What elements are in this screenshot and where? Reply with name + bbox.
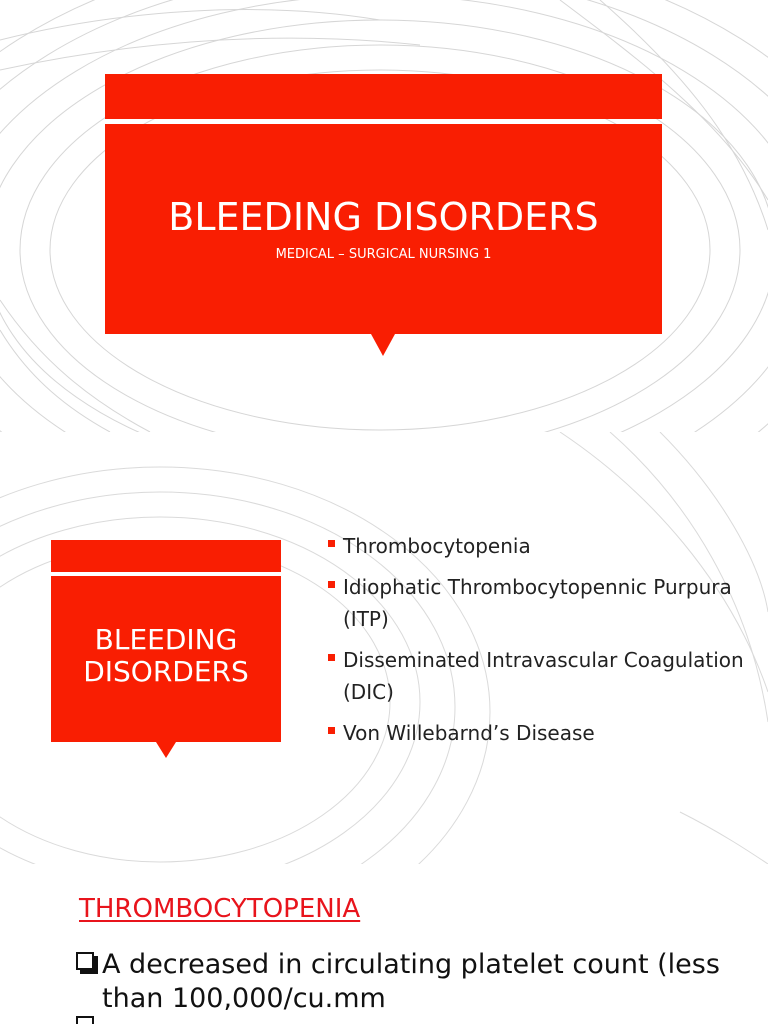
slide-title — [0, 0, 768, 432]
title-box-top-strip — [105, 74, 662, 119]
bullet-square-icon — [328, 540, 335, 547]
definition-text: A decreased in circulating platelet count (less than 100,000/cu.mm — [102, 949, 720, 1014]
title-box-pointer — [156, 742, 176, 758]
slide-thrombocytopenia — [0, 864, 768, 1024]
bullet-square-icon — [328, 727, 335, 734]
checkbox-bullet-icon — [76, 1016, 94, 1024]
slide-title-text: BLEEDING DISORDERS — [168, 195, 599, 239]
list-item-text: Thrombocytopenia — [343, 534, 531, 558]
checkbox-bullet-icon — [76, 952, 94, 970]
list-item — [328, 530, 748, 562]
definition-paragraph — [79, 948, 749, 1016]
list-item-text: Disseminated Intravascular Coagulation (DIC) — [343, 648, 744, 704]
bullet-list — [328, 530, 748, 758]
slide-subtitle-text: MEDICAL – SURGICAL NURSING 1 — [275, 247, 492, 262]
list-item — [328, 717, 748, 749]
title-box-pointer — [371, 334, 395, 356]
bullet-square-icon — [328, 581, 335, 588]
box-title-text: BLEEDING DISORDERS — [83, 623, 249, 688]
slide-bleeding-disorders-list — [0, 432, 768, 864]
list-item-text: Von Willebarnd’s Disease — [343, 721, 595, 745]
list-item — [328, 644, 748, 708]
box-top-strip — [51, 540, 281, 572]
bullet-square-icon — [328, 654, 335, 661]
list-item-text: Idiophatic Thrombocytopennic Purpura (ITP) — [343, 575, 732, 631]
list-item — [328, 571, 748, 635]
section-heading: THROMBOCYTOPENIA — [79, 894, 361, 924]
